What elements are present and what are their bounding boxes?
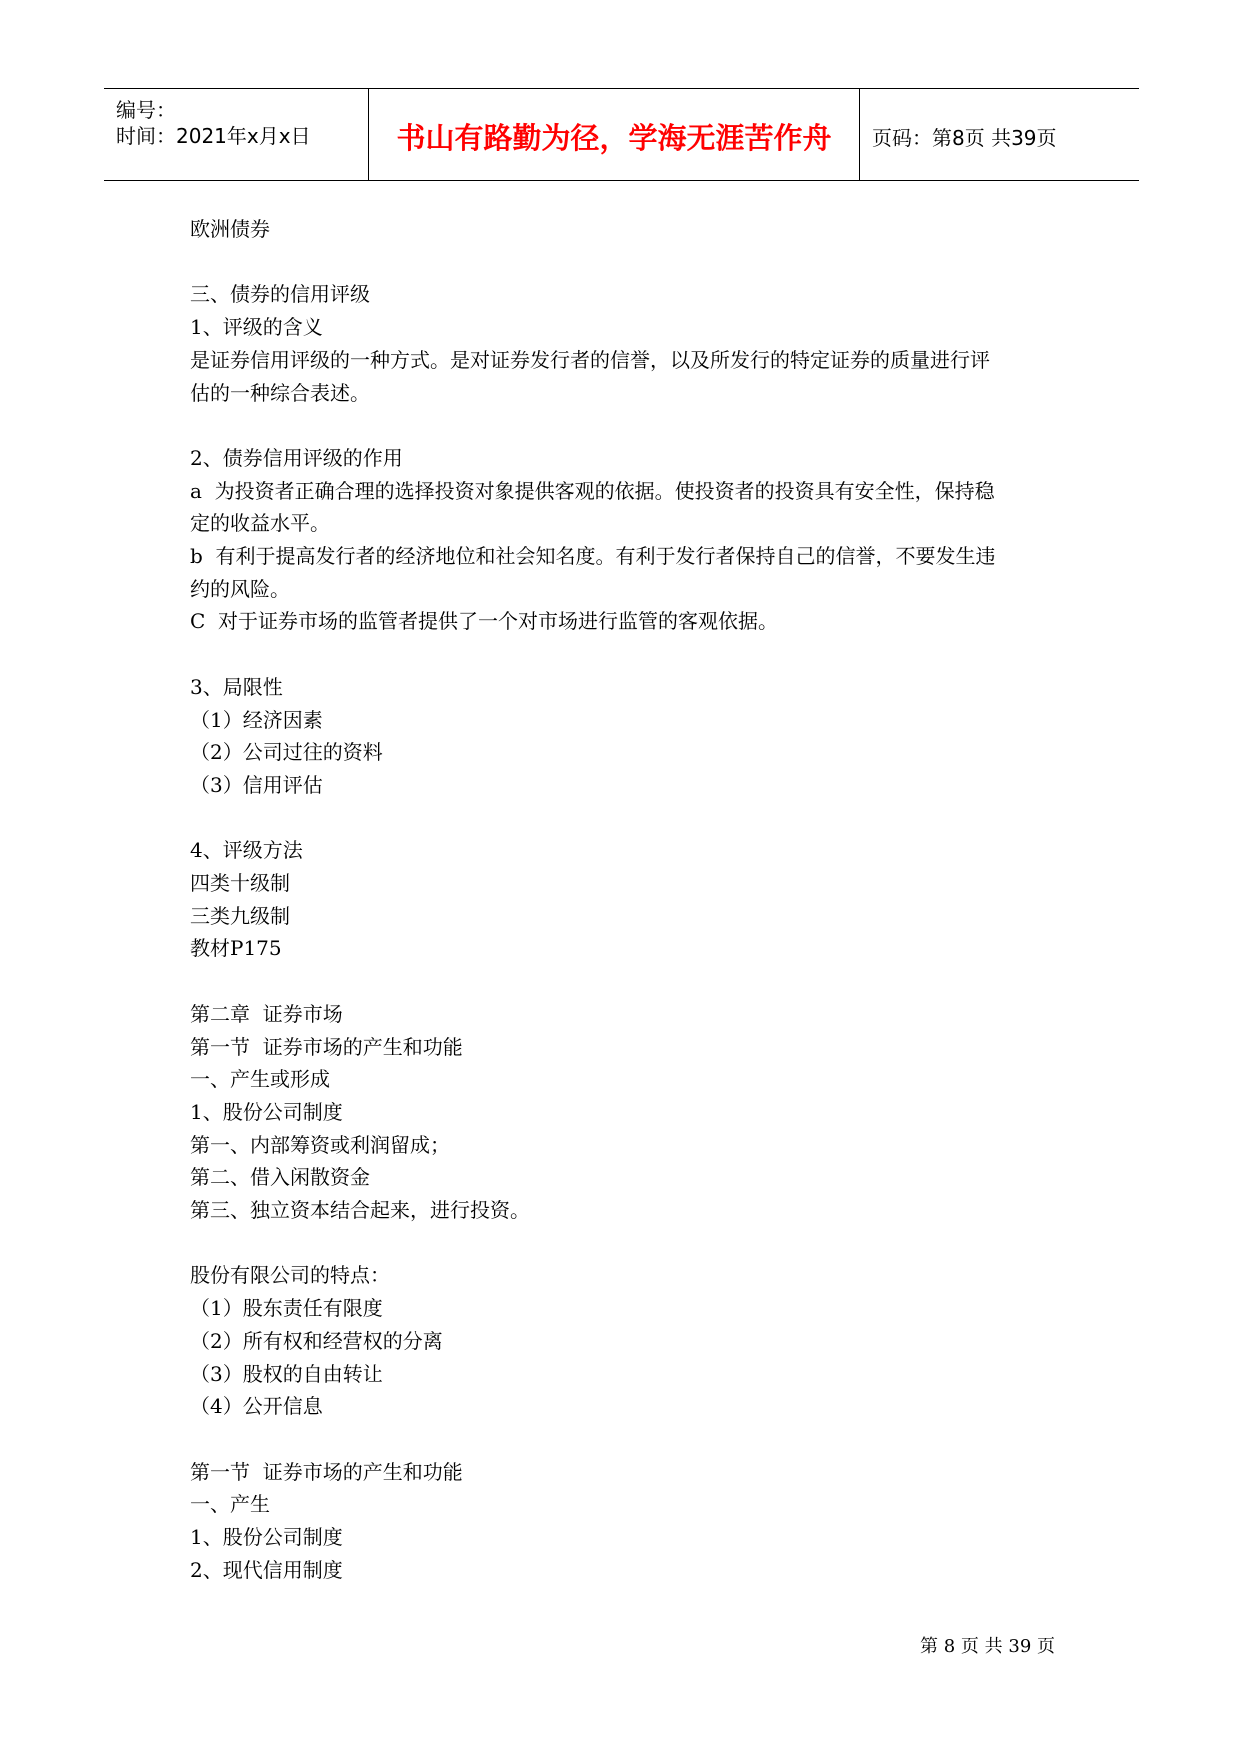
body-line: 股份有限公司的特点： xyxy=(190,1263,390,1288)
body-line: 估的一种综合表述。 xyxy=(190,380,370,405)
blank-line xyxy=(190,1227,1070,1260)
body-line: 定的收益水平。 xyxy=(190,511,330,536)
document-time-label: 时间：2021年x月x日 xyxy=(116,124,311,148)
body-line: 2、现代信用制度 xyxy=(190,1557,343,1582)
body-line: 第一节 证券市场的产生和功能 xyxy=(190,1459,463,1484)
header-motto: 书山有路勤为径，学海无涯苦作舟 xyxy=(396,121,832,155)
body-line: （3）股权的自由转让 xyxy=(190,1361,383,1386)
body-line: （4）公开信息 xyxy=(190,1394,323,1419)
document-number-label: 编号： xyxy=(116,98,176,122)
body-line: 3、局限性 xyxy=(190,674,283,699)
body-line: （3）信用评估 xyxy=(190,772,323,797)
body-line: 4、评级方法 xyxy=(190,838,303,863)
blank-line xyxy=(190,409,1070,442)
blank-line xyxy=(190,246,1070,279)
header-page-cell xyxy=(860,89,1139,180)
body-line: 2、债券信用评级的作用 xyxy=(190,445,403,470)
page-header xyxy=(104,88,1139,181)
body-line: 1、评级的含义 xyxy=(190,315,323,340)
blank-line xyxy=(190,1423,1070,1456)
body-line: 第一节 证券市场的产生和功能 xyxy=(190,1034,463,1059)
body-line: 一、产生或形成 xyxy=(190,1067,330,1092)
body-line: 第二、借入闲散资金 xyxy=(190,1165,370,1190)
body-line: 第二章 证券市场 xyxy=(190,1001,343,1026)
page-footer-number: 第 8 页 共 39 页 xyxy=(920,1636,1055,1657)
blank-line xyxy=(190,965,1070,998)
body-line: a 为投资者正确合理的选择投资对象提供客观的依据。使投资者的投资具有安全性，保持稳 xyxy=(190,478,995,503)
body-line: 三类九级制 xyxy=(190,903,290,928)
body-line: 1、股份公司制度 xyxy=(190,1525,343,1550)
body-line: C 对于证券市场的监管者提供了一个对市场进行监管的客观依据。 xyxy=(190,609,779,634)
body-line: 欧洲债券 xyxy=(190,217,270,241)
header-page-code: 页码：第8页 共39页 xyxy=(872,126,1057,150)
body-line: （1）经济因素 xyxy=(190,707,323,732)
body-line: 三、债券的信用评级 xyxy=(190,282,370,307)
body-line: 教材P175 xyxy=(190,936,282,961)
body-line: b 有利于提高发行者的经济地位和社会知名度。有利于发行者保持自己的信誉，不要发生违 xyxy=(190,544,996,568)
header-info-cell xyxy=(104,89,368,180)
body-line: 1、股份公司制度 xyxy=(190,1099,343,1124)
blank-line xyxy=(190,802,1070,835)
body-line: 四类十级制 xyxy=(190,871,290,895)
body-line: （2）公司过往的资料 xyxy=(190,740,383,765)
body-line: 约的风险。 xyxy=(190,576,290,601)
document-body xyxy=(190,213,1070,1586)
body-line: 一、产生 xyxy=(190,1492,270,1517)
blank-line xyxy=(190,638,1070,671)
body-line: 第三、独立资本结合起来，进行投资。 xyxy=(190,1198,530,1223)
body-line: （1）股东责任有限度 xyxy=(190,1296,383,1321)
body-line: 第一、内部筹资或利润留成； xyxy=(190,1132,450,1157)
header-motto-cell xyxy=(368,89,860,180)
body-line: （2）所有权和经营权的分离 xyxy=(190,1328,443,1353)
body-line: 是证券信用评级的一种方式。是对证券发行者的信誉，以及所发行的特定证券的质量进行评 xyxy=(190,347,990,372)
